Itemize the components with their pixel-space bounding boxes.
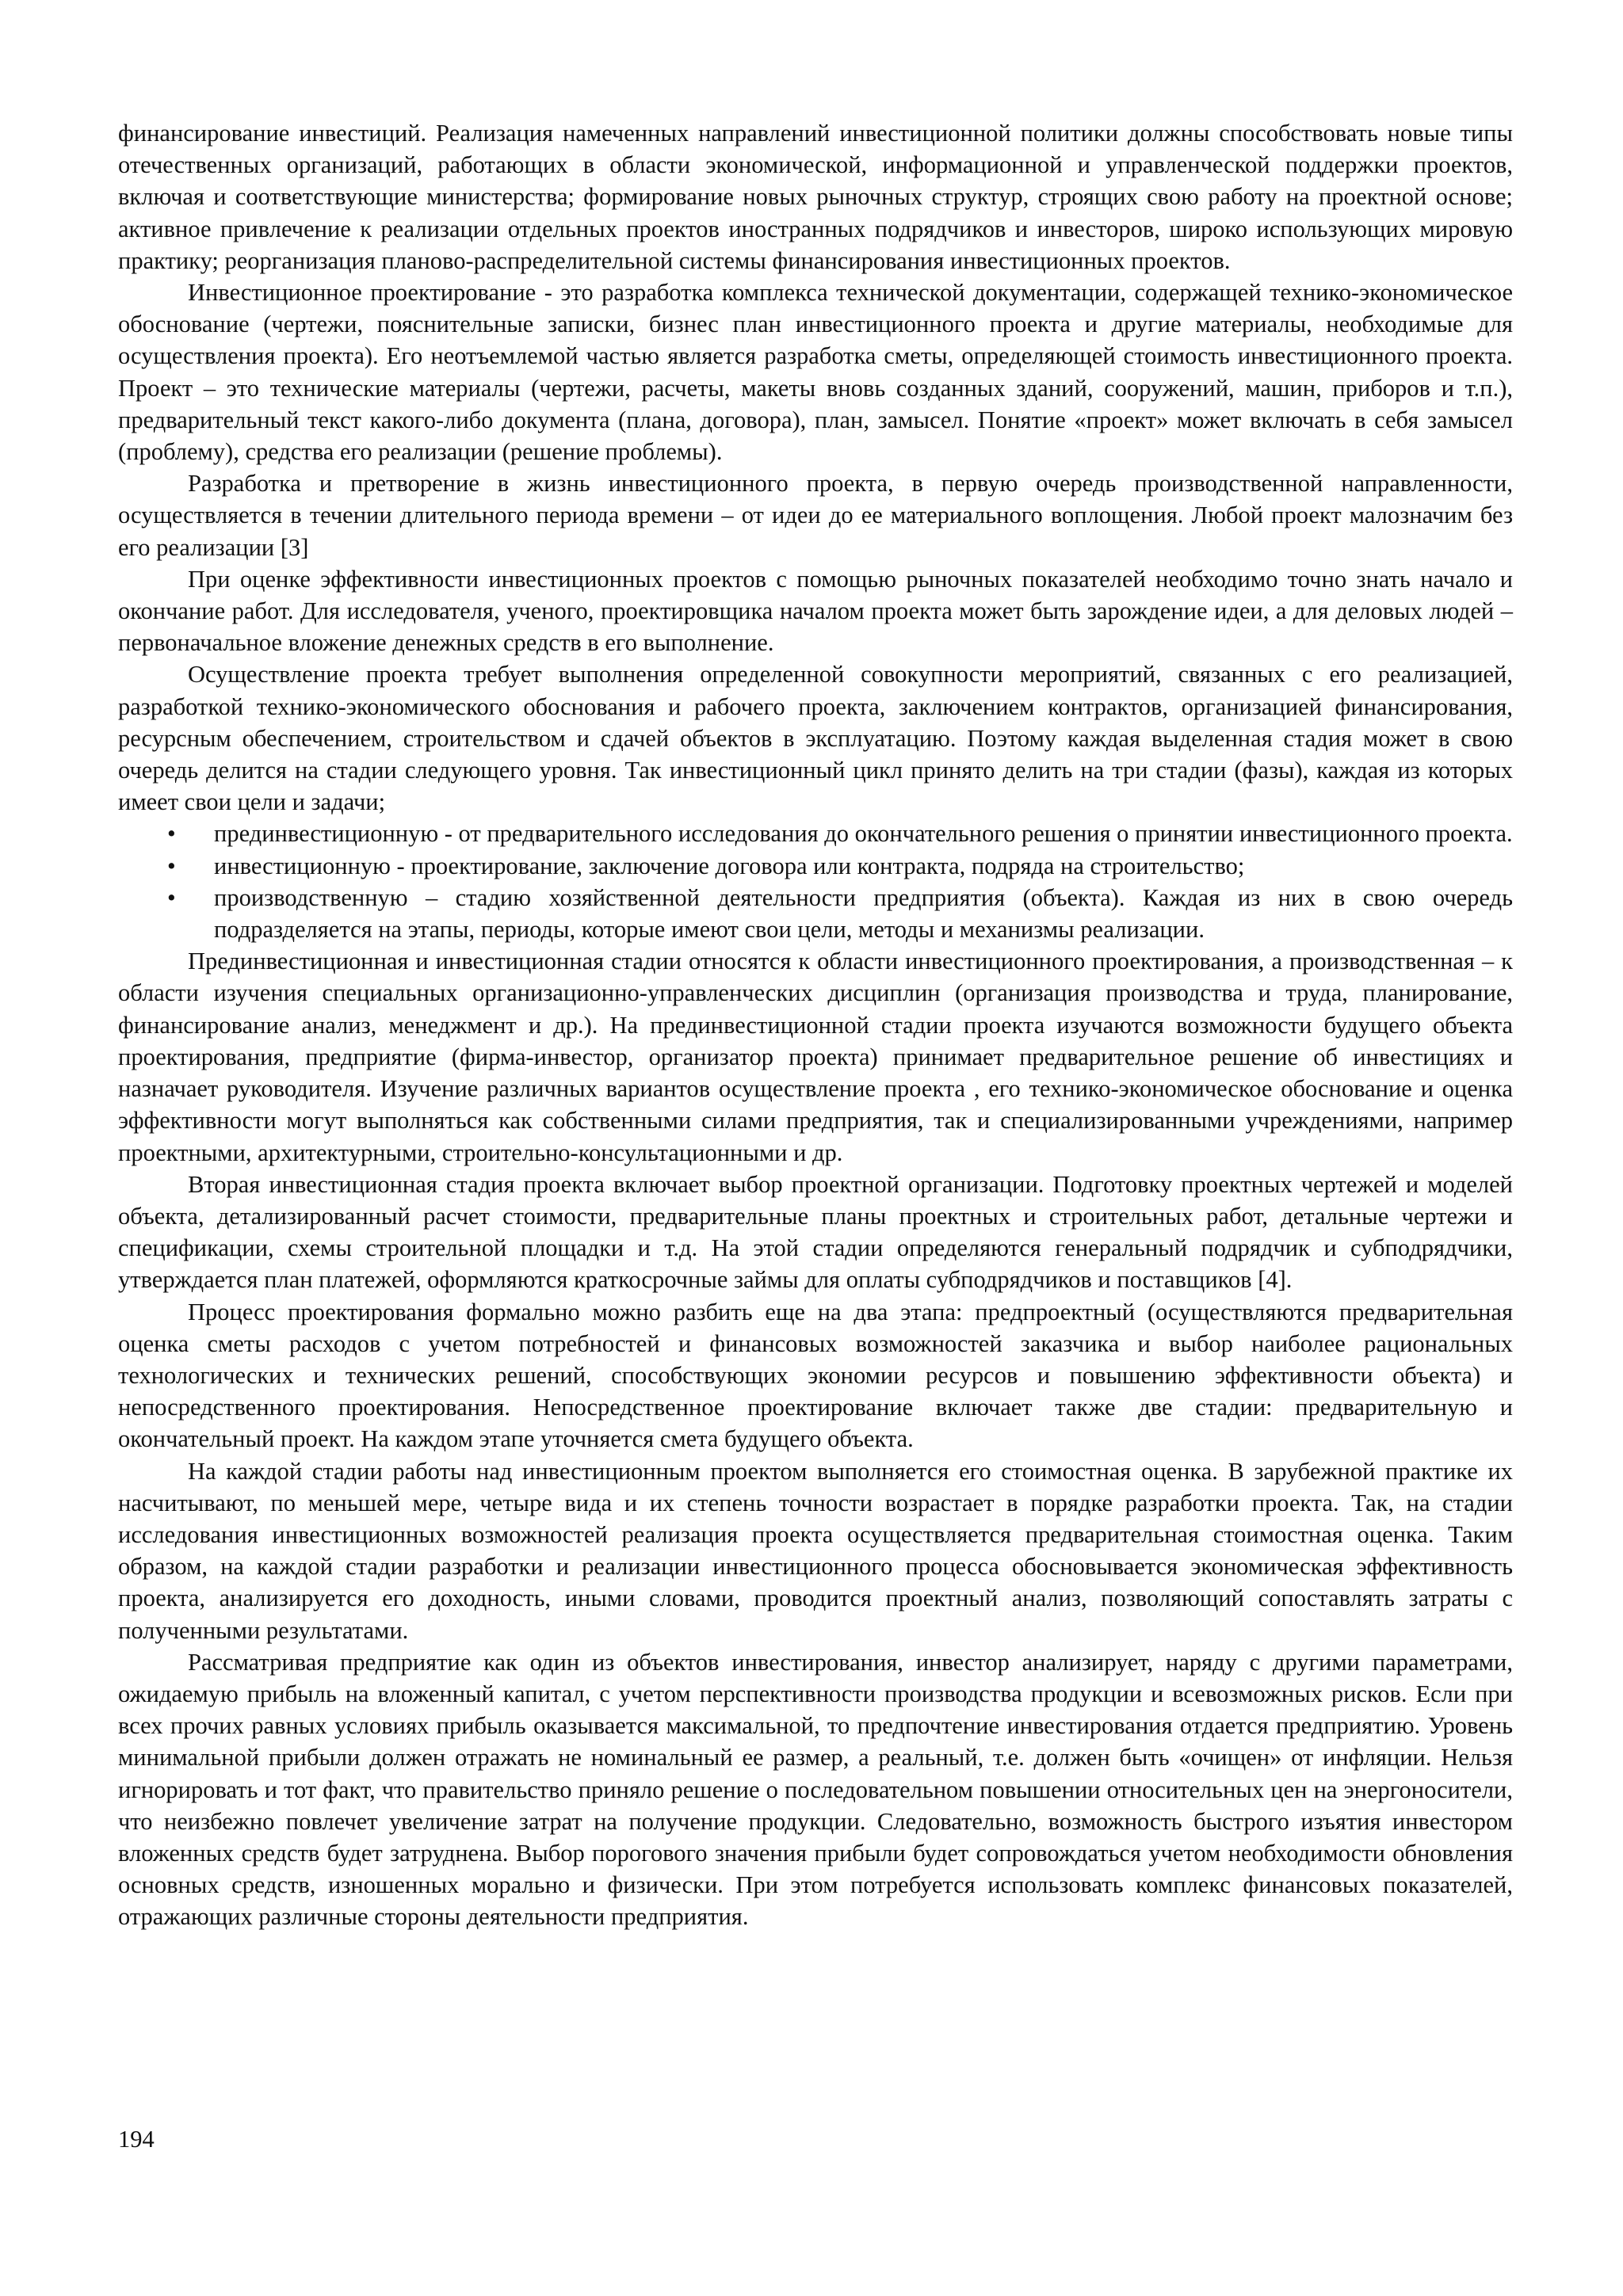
paragraph: Процесс проектирования формально можно разбить еще на два этапа: предпроектный (осуществляются предварительная оценка сметы расходов с учетом потребностей и финансовых возможностей заказчика и выбор наиболее рациональных технологических и технических решений, способствующих экономии ресурсов и повышению эффективности объекта) и непосредственного проектирования. Непосредственное проектирование включает также две стадии: предварительную и окончательный проект. На каждом этапе уточняется смета будущего объекта.	[118, 1298, 1513, 1453]
list-item-text: инвестиционную - проектирование, заключение договора или контракта, подряда на строительство;	[214, 852, 1245, 879]
paragraph: Осуществление проекта требует выполнения определенной совокупности мероприятий, связанных с его реализацией, разработкой технико-экономического обоснования и рабочего проекта, заключением контрактов, организацией финансирования, ресурсным обеспечением, строительством и сдачей объектов в эксплуатацию. Поэтому каждая выделенная стадия может в свою очередь делится на стадии следующего уровня. Так инвестиционный цикл принято делить на три стадии (фазы), каждая из которых имеет свои цели и задачи;	[118, 661, 1513, 816]
paragraph: Рассматривая предприятие как один из объектов инвестирования, инвестор анализирует, наряду с другими параметрами, ожидаемую прибыль на вложенный капитал, с учетом перспективности производства продукции и всевозможных рисков. Если при всех прочих равных условиях прибыль оказывается максимальной, то предпочтение инвестирования отдается предприятию. Уровень минимальной прибыли должен отражать не номинальный ее размер, а реальный, т.е. должен быть «очищен» от инфляции. Нельзя игнорировать и тот факт, что правительство приняло решение о последовательном повышении относительных цен на энергоносители, что неизбежно повлечет увеличение затрат на получение продукции. Следовательно, возможность быстрого изъятия инвестором вложенных средств будет затруднена. Выбор порогового значения прибыли будет сопровождаться учетом необходимости обновления основных средств, изношенных морально и физически. При этом потребуется использовать комплекс финансовых показателей, отражающих различные стороны деятельности предприятия.	[118, 1648, 1513, 1931]
list-item-text: производственную – стадию хозяйственной деятельности предприятия (объекта). Каждая из них в свою очередь подразделяется на этапы, периоды, которые имеют свои цели, методы и механизмы реализации.	[214, 883, 1513, 944]
bullet-icon: •	[167, 883, 176, 911]
stage-list	[118, 818, 1513, 945]
page-number: 194	[118, 2126, 155, 2153]
bullet-icon: •	[167, 852, 176, 879]
paragraph: Вторая инвестиционная стадия проекта включает выбор проектной организации. Подготовку проектных чертежей и моделей объекта, детализированный расчет стоимости, предварительные планы проектных и строительных работ, детальные чертежи и спецификации, схемы строительной площадки и т.д. На этой стадии определяются генеральный подрядчик и субподрядчики, утверждается план платежей, оформляются краткосрочные займы для оплаты субподрядчиков и поставщиков [4].	[118, 1170, 1513, 1294]
paragraph: При оценке эффективности инвестиционных проектов с помощью рыночных показателей необходимо точно знать начало и окончание работ. Для исследователя, ученого, проектировщика началом проекта может быть зарождение идеи, а для деловых людей – первоначальное вложение денежных средств в его выполнение.	[118, 565, 1513, 657]
list-item	[118, 850, 1513, 882]
paragraph: Разработка и претворение в жизнь инвестиционного проекта, в первую очередь производственной направленности, осуществляется в течении длительного периода времени – от идеи до ее материального воплощения. Любой проект малозначим без его реализации [3]	[118, 470, 1513, 561]
list-item-text: прединвестиционную - от предварительного исследования до окончательного решения о принятии инвестиционного проекта.	[214, 820, 1513, 848]
paragraph: финансирование инвестиций. Реализация намеченных направлений инвестиционной политики должны способствовать новые типы отечественных организаций, работающих в области экономической, информационной и управленческой поддержки проектов, включая и соответствующие министерства; формирование новых рыночных структур, строящих свою работу на проектной основе; активное привлечение к реализации отдельных проектов иностранных подрядчиков и инвесторов, широко использующих мировую практику; реорганизация планово-распределительной системы финансирования инвестиционных проектов.	[118, 120, 1513, 274]
list-item	[118, 882, 1513, 945]
paragraph: Инвестиционное проектирование - это разработка комплекса технической документации, содержащей технико-экономическое обоснование (чертежи, пояснительные записки, бизнес план инвестиционного проекта и другие материалы, необходимые для осуществления проекта). Его неотъемлемой частью является разработка сметы, определяющей стоимость инвестиционного проекта. Проект – это технические материалы (чертежи, расчеты, макеты вновь созданных зданий, сооружений, машин, приборов и т.п.), предварительный текст какого-либо документа (плана, договора), план, замысел. Понятие «проект» может включать в себя замысел (проблему), средства его реализации (решение проблемы).	[118, 279, 1513, 466]
list-item	[118, 818, 1513, 849]
paragraph: На каждой стадии работы над инвестиционным проектом выполняется его стоимостная оценка. В зарубежной практике их насчитывают, по меньшей мере, четыре вида и их степень точности возрастает в порядке разработки проекта. Так, на стадии исследования инвестиционных возможностей реализация проекта осуществляется предварительная стоимостная оценка. Таким образом, на каждой стадии разработки и реализации инвестиционного процесса обосновывается экономическая эффективность проекта, анализируется его доходность, иными словами, проводится проектный анализ, позволяющий сопоставлять затраты с полученными результатами.	[118, 1457, 1513, 1644]
bullet-icon: •	[167, 820, 176, 848]
paragraph: Прединвестиционная и инвестиционная стадии относятся к области инвестиционного проектирования, а производственная – к области изучения специальных организационно-управленческих дисциплин (организация производства и труда, планирование, финансирование анализ, менеджмент и др.). На прединвестиционной стадии проекта изучаются возможности будущего объекта проектирования, предприятие (фирма-инвестор, организатор проекта) принимает предварительное решение об инвестициях и назначает руководителя. Изучение различных вариантов осуществление проекта , его технико-экономическое обоснование и оценка эффективности могут выполняться как собственными силами предприятия, так и специализированными учреждениями, например проектными, архитектурными, строительно-консультационными и др.	[118, 948, 1513, 1166]
page-body	[118, 117, 1513, 1933]
